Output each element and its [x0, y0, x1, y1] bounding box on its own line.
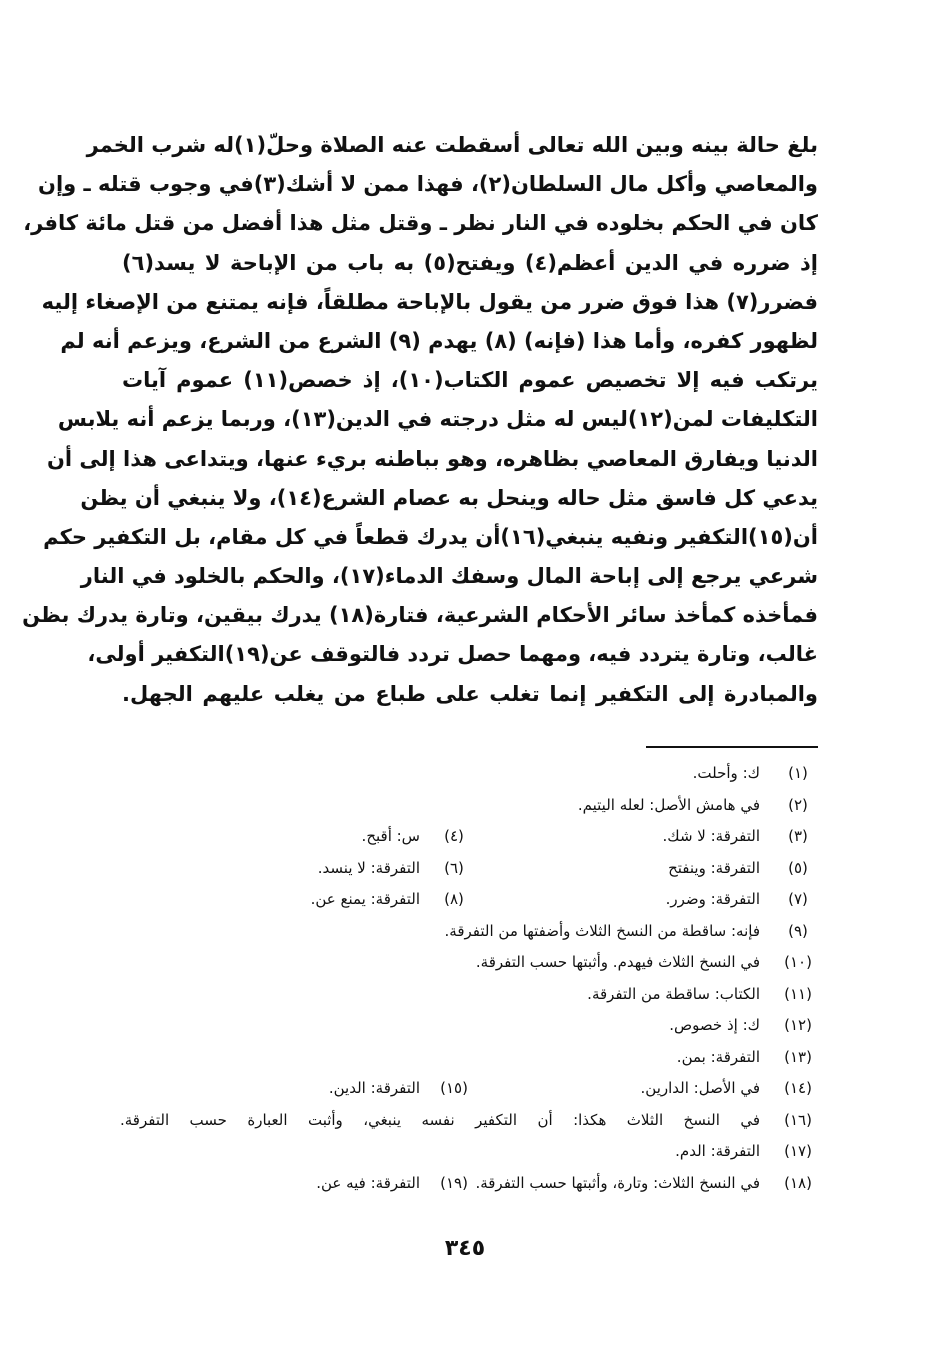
footnote-number: (١١) — [784, 984, 812, 1003]
footnote-number: (٦) — [444, 858, 464, 877]
body-line-10: يدعي كل فاسق مثل حاله وينحل به عصام الشرع(١٤)، ولا ينبغي أن يظن — [80, 485, 818, 510]
footnote-text: التفرقة: بمن. — [676, 1047, 760, 1066]
footnotes — [120, 758, 820, 1199]
footnote-row — [120, 947, 820, 979]
footnote-text: س: أقبح. — [361, 827, 420, 845]
body-line-9: الدنيا ويفارق المعاصي بظاهره، وهو بباطنه بريء عنها، ويتداعى هذا إلى أن — [46, 446, 818, 471]
main-text-block — [22, 126, 818, 714]
footnote-number: (١٣) — [784, 1047, 812, 1066]
footnote-number: (٨) — [444, 890, 464, 908]
footnote-text: الكتاب: ساقطة من التفرقة. — [587, 984, 760, 1003]
footnote-text: في النسخ الثلاث فيهدم. وأثبتها حسب التفرقة. — [475, 953, 760, 971]
footnote-row — [120, 1073, 820, 1105]
footnote-row — [120, 821, 820, 853]
body-line-5: فضرر(٧) هذا فوق ضرر من يقول بالإباحة مطلقاً، فإنه يمتنع من الإصغاء إليه — [41, 289, 818, 314]
footnote-row — [120, 853, 820, 885]
footnote-row — [120, 1105, 820, 1137]
footnote-number: (١٠) — [784, 953, 812, 971]
body-line-4: إذ ضرره في الدين أعظم(٤) ويفتح(٥) به باب من الإباحة لا يسد(٦) — [122, 250, 818, 275]
footnote-text: ك: إذ خصوص. — [669, 1016, 760, 1034]
body-line-8: التكليفات لمن(١٢)ليس له مثل درجته في الدين(١٣)، وربما يزعم أنه يلابس — [57, 407, 818, 432]
footnote-row — [120, 979, 820, 1011]
footnote-text: في هامش الأصل: لعله اليتيم. — [577, 795, 760, 814]
footnote-text: التفرقة: وضرر. — [665, 890, 760, 908]
body-line-3: كان في الحكم بخلوده في النار نظر ـ وقتل مثل هذا أفضل من قتل مائة كافر، — [23, 211, 818, 236]
footnote-text: التفرقة: وينفتح — [668, 858, 760, 877]
footnote-number: (٣) — [788, 827, 808, 845]
footnote-text: التفرقة: يمنع عن. — [310, 890, 420, 908]
footnote-number: (٤) — [444, 827, 464, 845]
footnote-row — [120, 884, 820, 916]
footnote-row — [120, 916, 820, 948]
footnote-text: في الأصل: الدارين. — [640, 1079, 760, 1097]
footnote-text: في النسخ الثلاث هكذا: أن التكفير نفسه ينبغي، وأثبت العبارة حسب التفرقة. — [120, 1110, 760, 1129]
footnote-text: في النسخ الثلاث: وتارة، وأثبتها حسب التفرقة. — [475, 1173, 760, 1192]
footnote-number: (١٦) — [784, 1110, 812, 1129]
footnote-number: (١) — [788, 764, 808, 782]
footnote-row — [120, 758, 820, 790]
footnote-divider — [646, 746, 818, 748]
footnote-number: (١٢) — [784, 1016, 812, 1034]
body-line-7: يرتكب فيه إلا تخصيص عموم الكتاب(١٠)، إذ خصص(١١) عموم آيات — [122, 368, 818, 393]
body-line-13: فمأخذه كمأخذ سائر الأحكام الشرعية، فتارة(١٨) يدرك بيقين، وتارة يدرك بظن — [22, 603, 818, 628]
footnote-number: (١٧) — [784, 1142, 812, 1160]
footnote-text: فإنه: ساقطة من النسخ الثلاث وأضفتها من التفرقة. — [444, 921, 760, 940]
footnote-number: (٧) — [788, 890, 808, 908]
body-line-15: والمبادرة إلى التكفير إنما تغلب على طباع من يغلب عليهم الجهل. — [122, 681, 818, 706]
footnote-number: (١٨) — [784, 1173, 812, 1192]
footnote-number: (١٩) — [440, 1173, 468, 1192]
footnote-row — [120, 1136, 820, 1168]
footnote-number: (٥) — [788, 858, 808, 877]
footnote-text: التفرقة: الدم. — [675, 1142, 760, 1160]
footnote-number: (٩) — [788, 921, 808, 940]
footnote-number: (١٤) — [784, 1079, 812, 1097]
footnote-text: التفرقة: الدين. — [328, 1079, 420, 1097]
footnote-row — [120, 1042, 820, 1074]
footnote-text: ك: وأحلت. — [692, 764, 760, 782]
body-line-11: أن(١٥)التكفير ونفيه ينبغي(١٦)أن يدرك قطعاً في كل مقام، بل التكفير حكم — [43, 524, 818, 549]
footnote-text: التفرقة: لا شك. — [662, 827, 760, 845]
body-line-2: والمعاصي وأكل مال السلطان(٢)، فهذا ممن لا أشك(٣)في وجوب قتله ـ وإن — [38, 172, 818, 197]
body-line-12: شرعي يرجع إلى إباحة المال وسفك الدماء(١٧)، والحكم بالخلود في النار — [80, 564, 818, 589]
body-line-1: بلغ حالة بينه وبين الله تعالى أسقطت عنه الصلاة وحلّ(١)له شرب الخمر — [86, 133, 818, 157]
body-line-14: غالب، وتارة يتردد فيه، ومهما حصل تردد فالتوقف عن(١٩)التكفير أولى، — [87, 642, 818, 667]
footnote-number: (٢) — [788, 795, 808, 814]
page-number: ٣٤٥ — [444, 1236, 486, 1261]
footnote-row — [120, 790, 820, 822]
footnote-text: التفرقة: فيه عن. — [316, 1173, 420, 1192]
body-line-6: لظهور كفره، وأما هذا (فإنه) (٨) يهدم (٩) الشرع من الشرع، ويزعم أنه لم — [60, 328, 818, 353]
footnote-text: التفرقة: لا ينسد. — [317, 858, 420, 877]
footnote-number: (١٥) — [440, 1079, 468, 1097]
footnote-row — [120, 1010, 820, 1042]
footnote-row — [120, 1168, 820, 1200]
